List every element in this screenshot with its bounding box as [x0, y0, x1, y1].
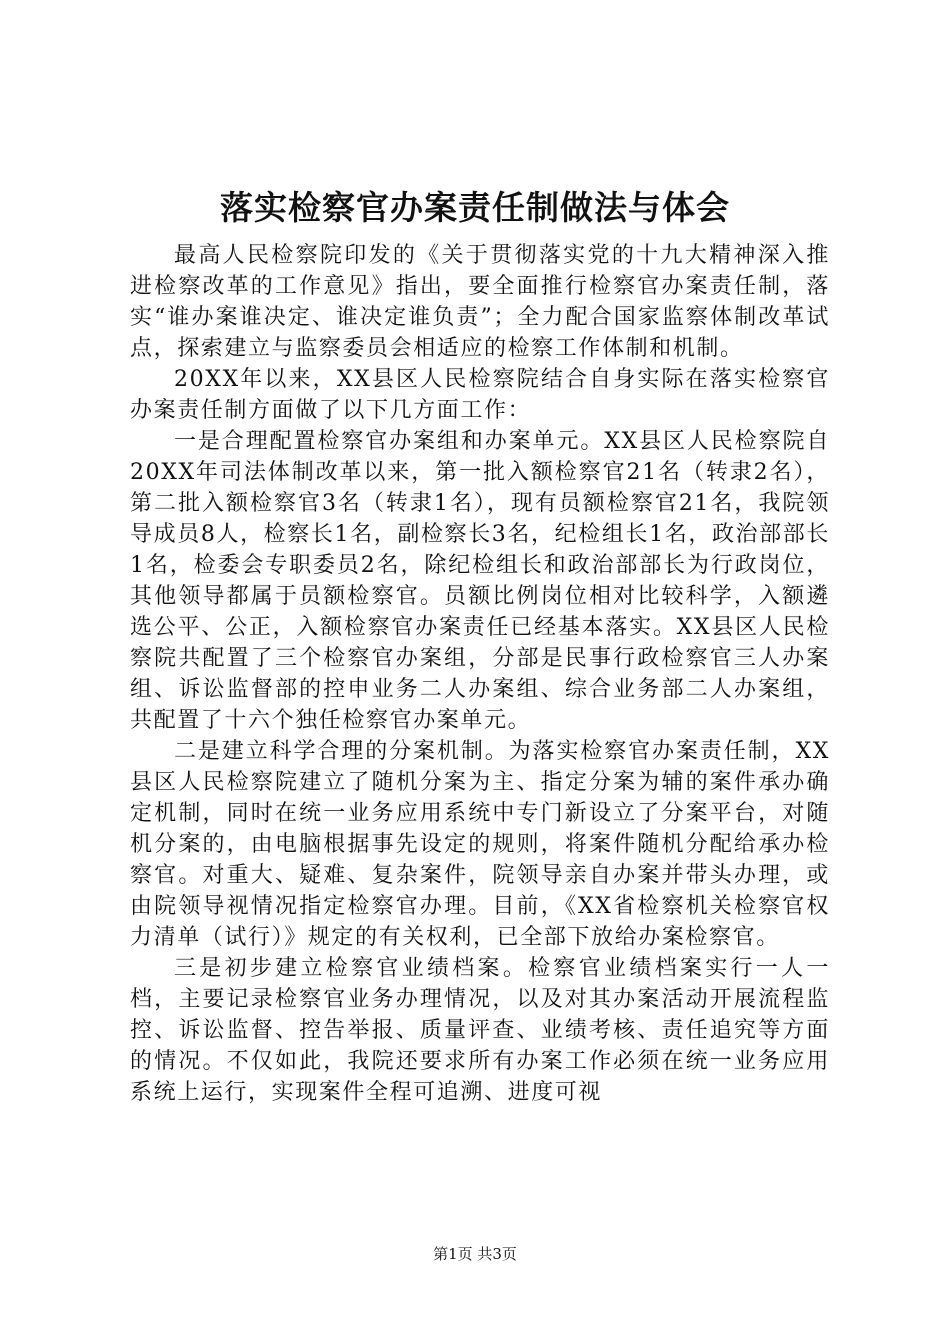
paragraph-overview: 20XX年以来，XX县区人民检察院结合自身实际在落实检察官办案责任制方面做了以下几方面工作： — [130, 367, 830, 423]
paragraph-point-three: 三是初步建立检察官业绩档案。检察官业绩档案实行一人一档，主要记录检察官业务办理情况，以及对其办案活动开展流程监控、诉讼监督、控告举报、质量评查、业绩考核、责任追究等方面的情况。不仅如此，我院还要求所有办案工作必须在统一业务应用系统上运行，实现案件全程可追溯、进度可视 — [130, 956, 830, 1105]
document-title: 落实检察官办案责任制做法与体会 — [220, 188, 730, 227]
paragraph-intro: 最高人民检察院印发的《关于贯彻落实党的十九大精神深入推进检察改革的工作意见》指出，要全面推行检察官办案责任制，落实“谁办案谁决定、谁决定谁负责”；全力配合国家监察体制改革试点，探索建立与监察委员会相适应的检察工作体制和机制。 — [130, 243, 830, 361]
document-body — [130, 240, 830, 1108]
paragraph-point-one: 一是合理配置检察官办案组和办案单元。XX县区人民检察院自20XX年司法体制改革以来，第一批入额检察官21名（转隶2名），第二批入额检察官3名（转隶1名），现有员额检察官21名，我院领导成员8人，检察长1名，副检察长3名，纪检组长1名，政治部部长1名，检委会专职委员2名，除纪检组长和政治部部长为行政岗位，其他领导都属于员额检察官。员额比例岗位相对比较科学，入额遴选公平、公正，入额检察官办案责任已经基本落实。XX县区人民检察院共配置了三个检察官办案组，分部是民事行政检察官三人办案组、诉讼监督部的控申业务二人办案组、综合业务部二人办案组，共配置了十六个独任检察官办案单元。 — [130, 429, 830, 733]
paragraph-point-two: 二是建立科学合理的分案机制。为落实检察官办案责任制，XX县区人民检察院建立了随机分案为主、指定分案为辅的案件承办确定机制，同时在统一业务应用系统中专门新设立了分案平台，对随机分案的，由电脑根据事先设定的规则，将案件随机分配给承办检察官。对重大、疑难、复杂案件，院领导亲自办案并带头办理，或由院领导视情况指定检察官办理。目前，《XX省检察机关检察官权力清单（试行）》规定的有关权利，已全部下放给办案检察官。 — [130, 739, 830, 950]
page-number-footer: 第1页 共3页 — [433, 1245, 517, 1263]
